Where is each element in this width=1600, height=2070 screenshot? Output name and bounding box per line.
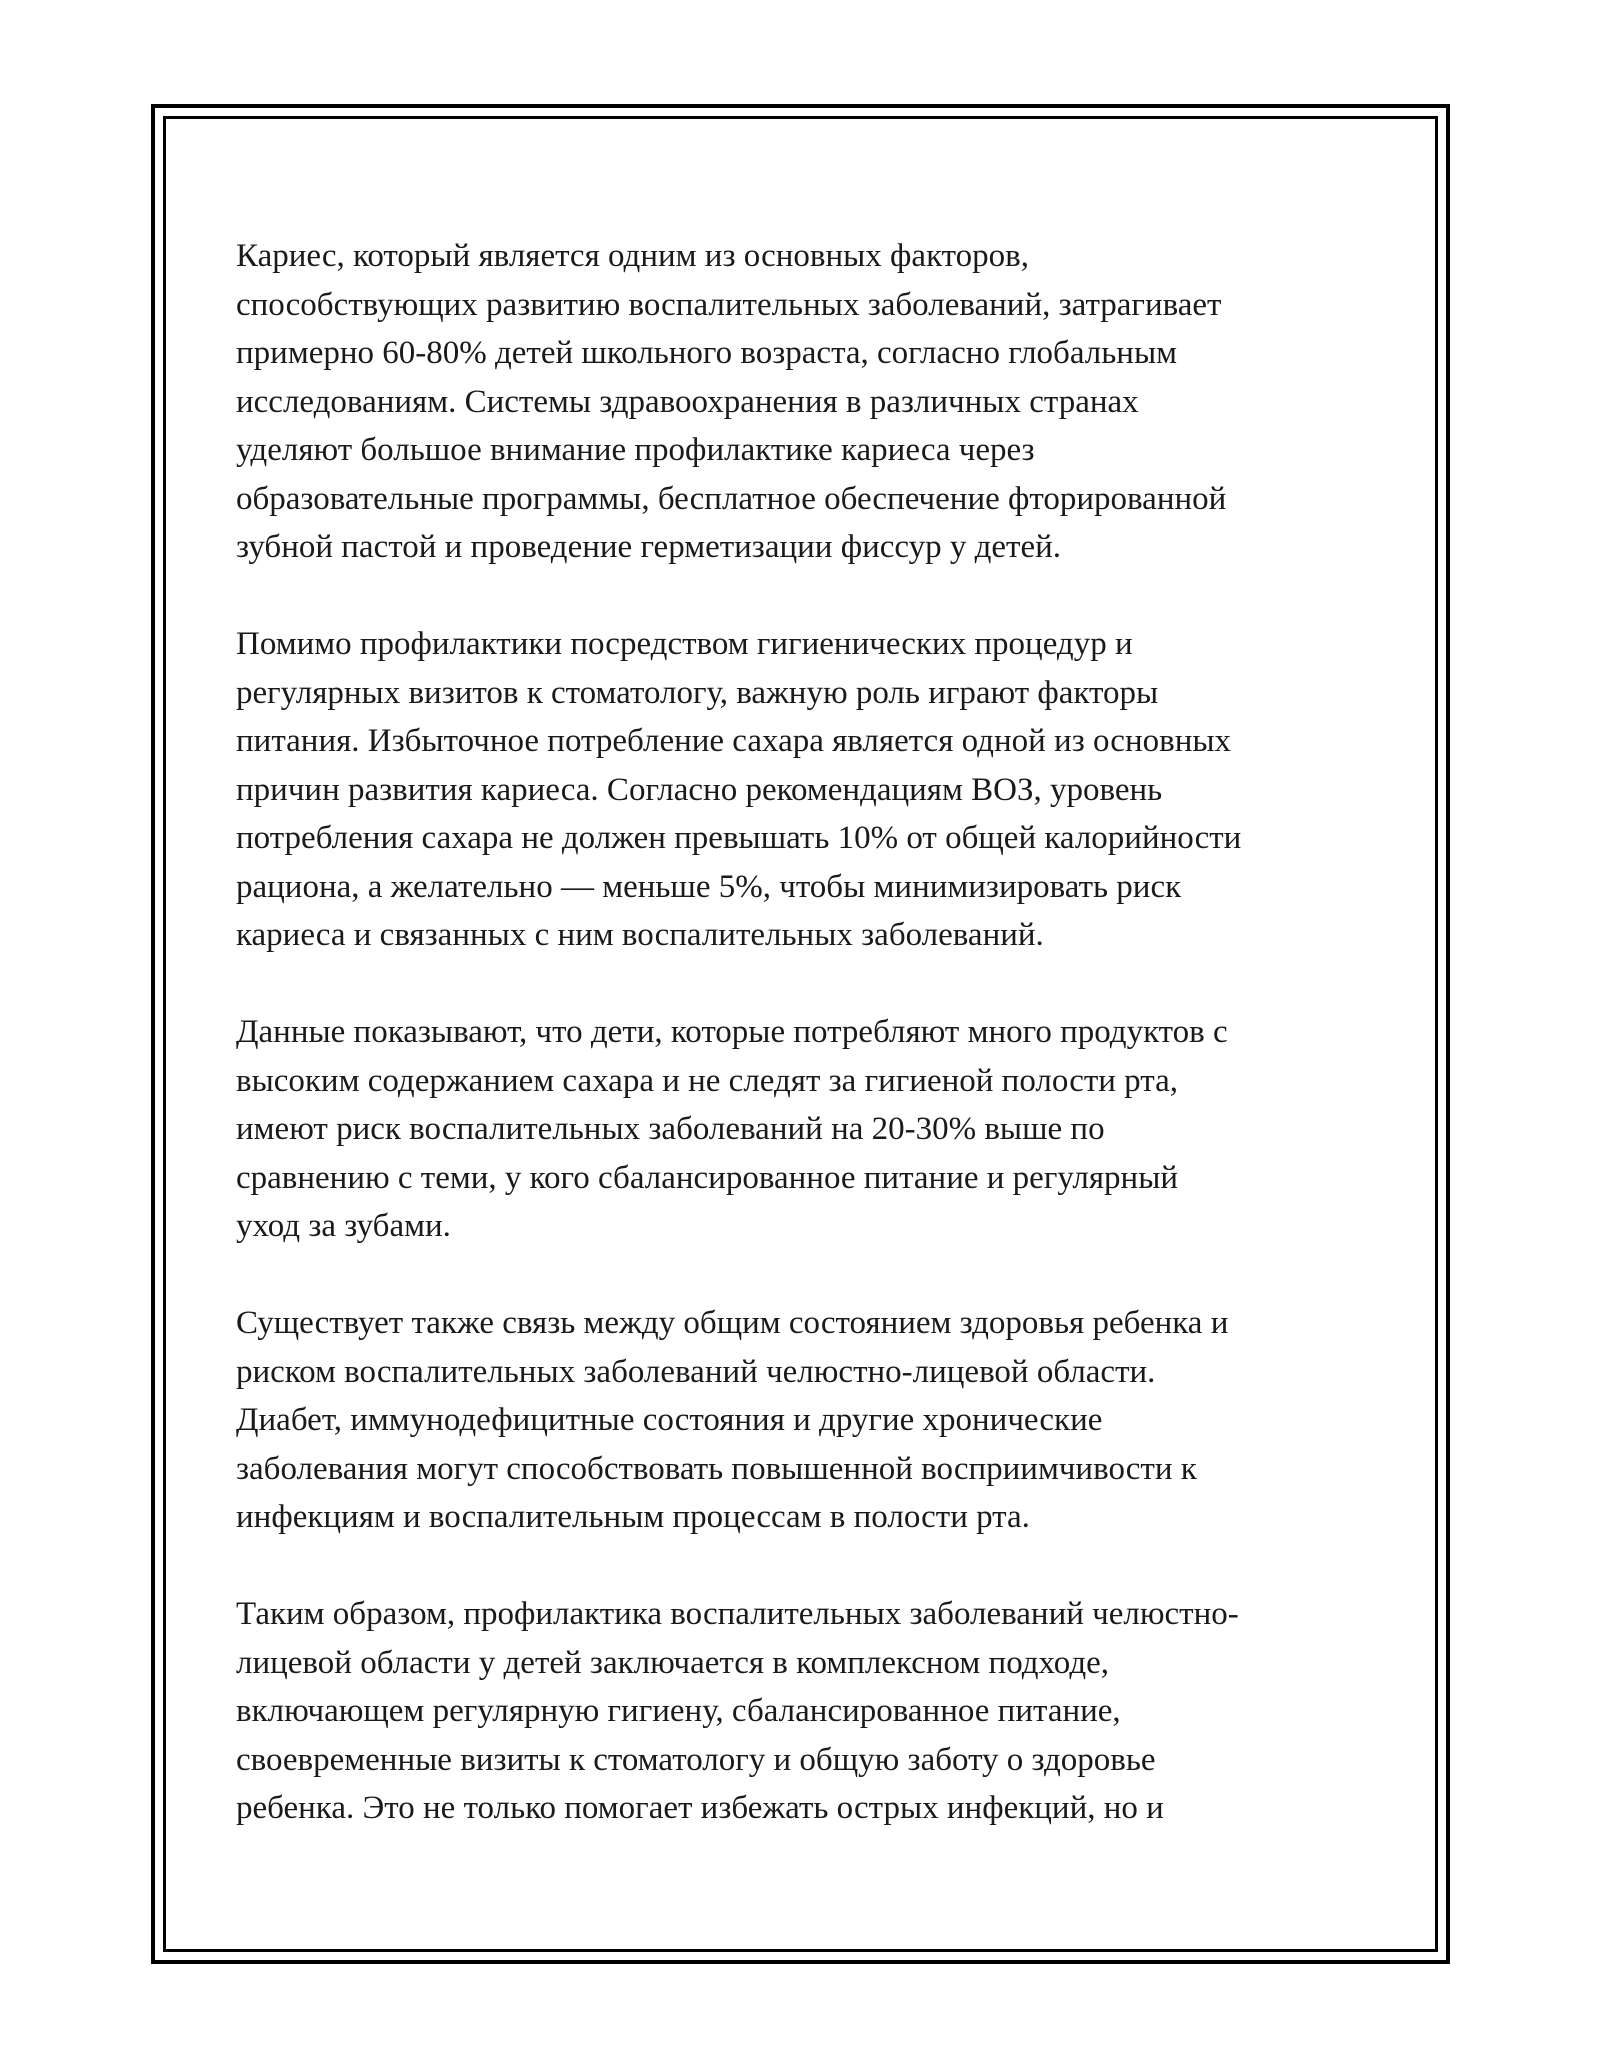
- paragraph-5: [236, 1590, 1366, 1833]
- paragraph-4: [236, 1299, 1366, 1542]
- text-line: сравнению с теми, у кого сбалансированное питание и регулярный: [236, 1159, 1179, 1196]
- text-line: Существует также связь между общим состоянием здоровья ребенка и: [236, 1305, 1229, 1341]
- text-line: потребления сахара не должен превышать 10% от общей калорийности: [236, 820, 1242, 856]
- text-line: уделяют большое внимание профилактике кариеса через: [236, 432, 1035, 468]
- text-line: Таким образом, профилактика воспалительных заболеваний челюстно-: [236, 1596, 1239, 1632]
- text-line: имеют риск воспалительных заболеваний на 20-30% выше по: [236, 1111, 1105, 1147]
- paragraph-2: [236, 620, 1366, 960]
- text-line: Данные показывают, что дети, которые потребляют много продуктов с: [236, 1014, 1228, 1050]
- paragraph-1: [236, 232, 1366, 572]
- paragraph-3: [236, 1008, 1366, 1251]
- text-line: регулярных визитов к стоматологу, важную роль играют факторы: [236, 674, 1159, 711]
- text-line: зубной пастой и проведение герметизации фиссур у детей.: [236, 529, 1062, 565]
- text-line: образовательные программы, бесплатное обеспечение фторированной: [236, 480, 1227, 517]
- text-line: кариеса и связанных с ним воспалительных заболеваний.: [236, 917, 1044, 953]
- text-line: инфекциям и воспалительным процессам в полости рта.: [236, 1499, 1030, 1535]
- text-line: примерно 60-80% детей школьного возраста, согласно глобальным: [236, 335, 1177, 371]
- text-line: исследованиям. Системы здравоохранения в различных странах: [236, 383, 1139, 420]
- text-line: лицевой области у детей заключается в комплексном подходе,: [236, 1644, 1110, 1681]
- text-line: способствующих развитию воспалительных заболеваний, затрагивает: [236, 286, 1222, 323]
- text-line: рациона, а желательно — меньше 5%, чтобы минимизировать риск: [236, 868, 1182, 905]
- text-line: Помимо профилактики посредством гигиенических процедур и: [236, 626, 1133, 662]
- text-line: Кариес, который является одним из основных факторов,: [236, 238, 1029, 274]
- document-body: [236, 232, 1366, 1881]
- text-line: своевременные визиты к стоматологу и общую заботу о здоровье: [236, 1741, 1156, 1778]
- text-line: питания. Избыточное потребление сахара является одной из основных: [236, 723, 1232, 759]
- text-line: ребенка. Это не только помогает избежать острых инфекций, но и: [236, 1790, 1164, 1826]
- text-line: уход за зубами.: [236, 1208, 451, 1244]
- text-line: Диабет, иммунодефицитные состояния и другие хронические: [236, 1402, 1103, 1438]
- text-line: риском воспалительных заболеваний челюстно-лицевой области.: [236, 1353, 1156, 1390]
- text-line: включающем регулярную гигиену, сбалансированное питание,: [236, 1693, 1121, 1729]
- text-line: заболевания могут способствовать повышенной восприимчивости к: [236, 1450, 1197, 1487]
- text-line: причин развития кариеса. Согласно рекомендациям ВОЗ, уровень: [236, 771, 1163, 808]
- text-line: высоким содержанием сахара и не следят за гигиеной полости рта,: [236, 1062, 1178, 1099]
